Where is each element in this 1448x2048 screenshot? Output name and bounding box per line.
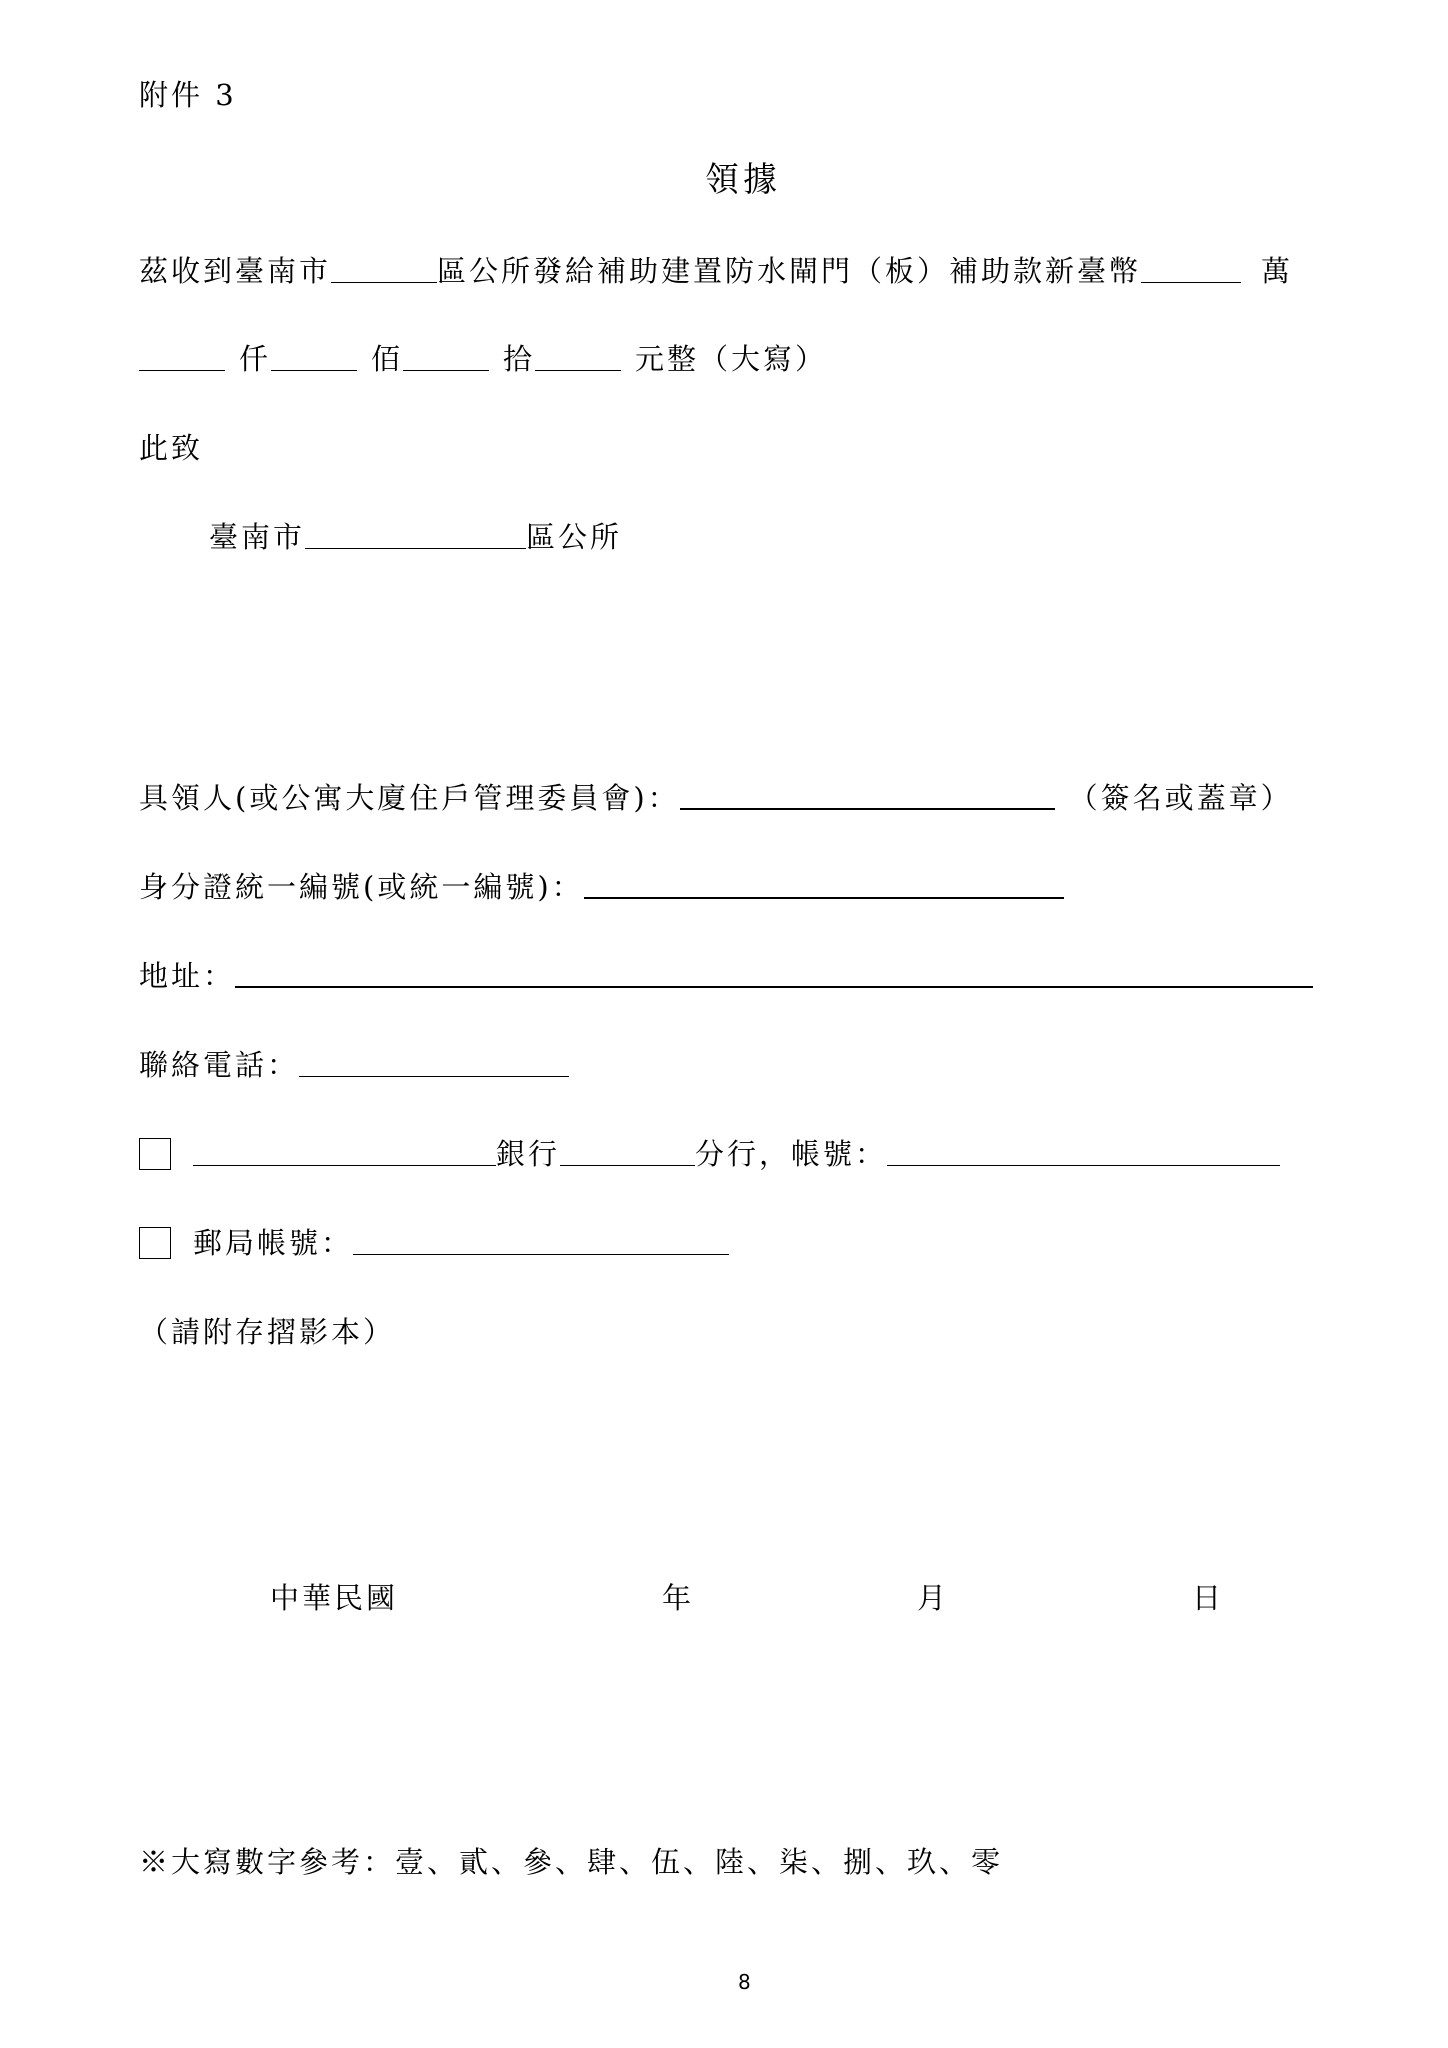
- recipient-signature-field[interactable]: [680, 780, 1055, 810]
- bank-account-field[interactable]: [887, 1139, 1280, 1166]
- receipt-line-1: [139, 253, 1293, 289]
- district-blank[interactable]: [331, 256, 437, 283]
- recipient-label: 具領人(或公寓大廈住戶管理委員會)：: [139, 781, 680, 815]
- post-checkbox[interactable]: [139, 1227, 171, 1259]
- page-number: 8: [738, 1970, 751, 1994]
- amount-qian-blank[interactable]: [139, 344, 225, 371]
- date-era: 中華民國: [270, 1581, 399, 1615]
- address-line: [139, 958, 1313, 994]
- bank-checkbox[interactable]: [139, 1138, 171, 1170]
- addressee-city: 臺南市: [209, 520, 306, 554]
- amount-yuan-blank[interactable]: [535, 344, 621, 371]
- addressee-district-blank[interactable]: [305, 522, 526, 549]
- branch-label: 分行，帳號：: [695, 1137, 888, 1171]
- phone-field[interactable]: [299, 1050, 569, 1077]
- unit-qian: 仟: [239, 342, 272, 376]
- receipt-text-middle: 區公所發給補助建置防水閘門（板）補助款新臺幣: [437, 254, 1142, 288]
- date-month: 月: [917, 1581, 950, 1615]
- unit-bai: 佰: [371, 342, 404, 376]
- id-line: [139, 869, 1064, 905]
- phone-line: [139, 1047, 569, 1083]
- document-title: 領據: [705, 160, 781, 200]
- amount-wan-blank[interactable]: [1141, 256, 1241, 283]
- bank-name-field[interactable]: [193, 1139, 496, 1166]
- footnote-capital-numerals: ※大寫數字參考：壹、貳、參、肆、伍、陸、柒、捌、玖、零: [139, 1845, 1004, 1879]
- recipient-line: [139, 780, 1293, 816]
- post-account-field[interactable]: [353, 1228, 729, 1255]
- amount-bai-blank[interactable]: [271, 344, 357, 371]
- post-line: [139, 1225, 729, 1261]
- addressee-line: [209, 519, 622, 555]
- unit-wan: 萬: [1261, 254, 1294, 288]
- bank-line: [139, 1136, 1280, 1172]
- address-label: 地址：: [139, 959, 236, 993]
- phone-label: 聯絡電話：: [139, 1048, 300, 1082]
- salutation: 此致: [139, 431, 204, 465]
- addressee-office: 區公所: [526, 520, 623, 554]
- receipt-text-start: 茲收到臺南市: [139, 254, 332, 288]
- id-number-field[interactable]: [584, 869, 1064, 899]
- amount-shi-blank[interactable]: [403, 344, 489, 371]
- recipient-suffix: （簽名或蓋章）: [1068, 781, 1293, 815]
- unit-shi: 拾: [503, 342, 536, 376]
- bank-label: 銀行: [496, 1137, 561, 1171]
- address-field[interactable]: [235, 958, 1313, 988]
- branch-name-field[interactable]: [560, 1139, 695, 1166]
- unit-yuan: 元整（大寫）: [635, 342, 828, 376]
- passbook-note: （請附存摺影本）: [139, 1315, 396, 1349]
- date-year: 年: [662, 1581, 695, 1615]
- date-day: 日: [1192, 1581, 1225, 1615]
- receipt-line-2: [139, 341, 827, 377]
- id-label: 身分證統一編號(或統一編號)：: [139, 870, 584, 904]
- attachment-label: 附件 3: [139, 78, 237, 112]
- post-label: 郵局帳號：: [193, 1226, 354, 1260]
